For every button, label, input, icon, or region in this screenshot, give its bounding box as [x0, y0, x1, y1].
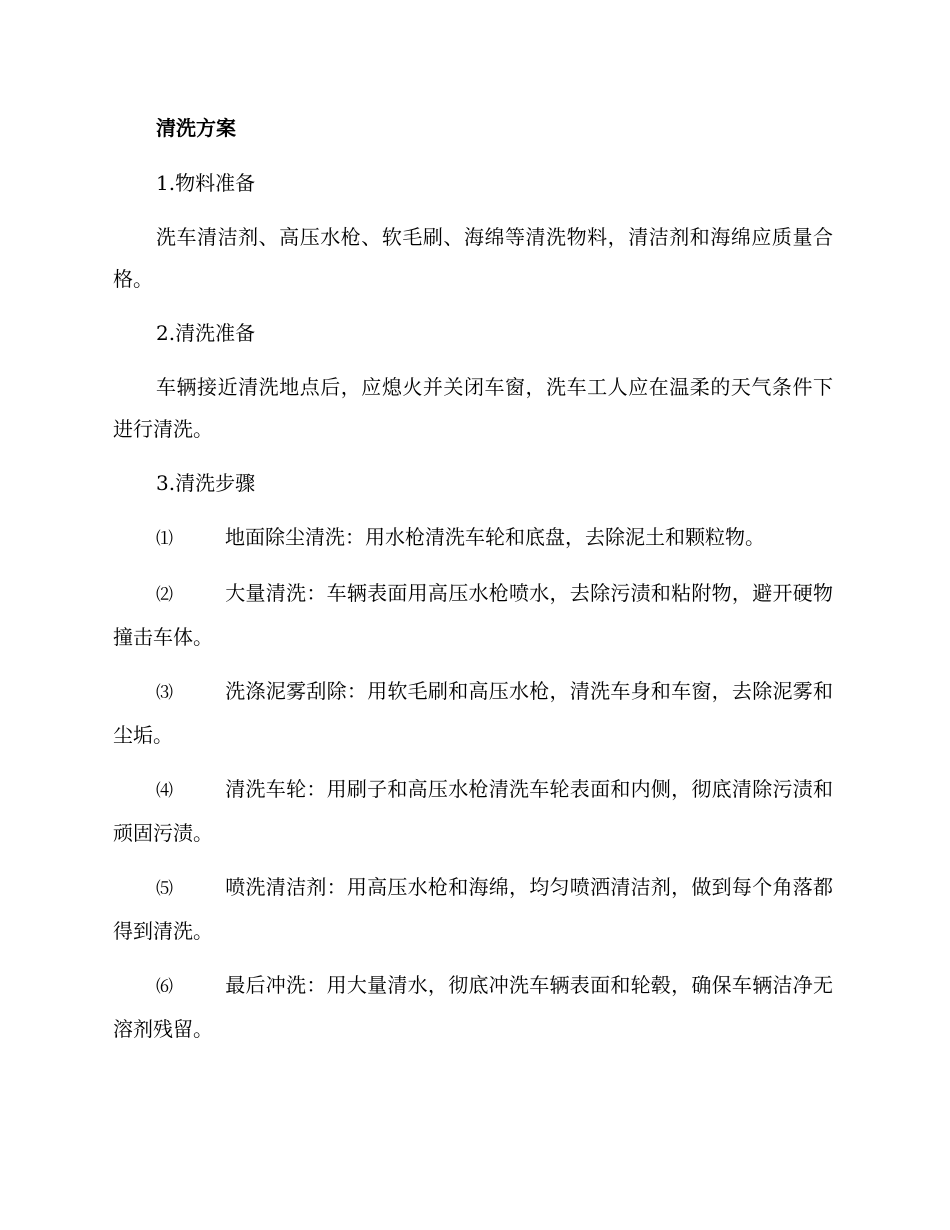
- step-number: ⑹: [156, 977, 173, 997]
- section-heading-materials: 1.物料准备: [156, 171, 256, 195]
- step-text: 清洗车轮：用刷子和高压水枪清洗车轮表面和内侧，彻底清除污渍和顽固污渍。: [113, 777, 833, 845]
- step-item: [113, 572, 833, 658]
- step-item: [113, 768, 833, 854]
- step-item: [113, 866, 833, 952]
- step-item: [113, 516, 833, 560]
- step-number: ⑷: [156, 781, 173, 801]
- step-item: [113, 670, 833, 756]
- step-item: [113, 964, 833, 1050]
- step-text: 大量清洗：车辆表面用高压水枪喷水，去除污渍和粘附物，避开硬物撞击车体。: [113, 581, 833, 649]
- section-body-materials: 洗车清洁剂、高压水枪、软毛刷、海绵等清洗物料，清洁剂和海绵应质量合格。: [113, 225, 833, 291]
- step-number: ⑵: [156, 585, 173, 605]
- section-heading-steps: 3.清洗步骤: [156, 471, 256, 495]
- step-number: ⑶: [156, 683, 173, 703]
- step-text: 最后冲洗：用大量清水，彻底冲洗车辆表面和轮毂，确保车辆洁净无溶剂残留。: [113, 973, 833, 1041]
- step-number: ⑴: [156, 529, 173, 549]
- step-text: 地面除尘清洗：用水枪清洗车轮和底盘，去除泥土和颗粒物。: [225, 525, 765, 549]
- section-body-preparation: 车辆接近清洗地点后，应熄火并关闭车窗，洗车工人应在温柔的天气条件下进行清洗。: [113, 375, 833, 441]
- step-text: 洗涤泥雾刮除：用软毛刷和高压水枪，清洗车身和车窗，去除泥雾和尘垢。: [113, 679, 833, 747]
- step-number: ⑸: [156, 879, 173, 899]
- section-heading-preparation: 2.清洗准备: [156, 321, 256, 345]
- step-text: 喷洗清洁剂：用高压水枪和海绵，均匀喷洒清洁剂，做到每个角落都得到清洗。: [113, 875, 833, 943]
- document-body: [113, 108, 833, 1062]
- document-title: 清洗方案: [156, 116, 236, 140]
